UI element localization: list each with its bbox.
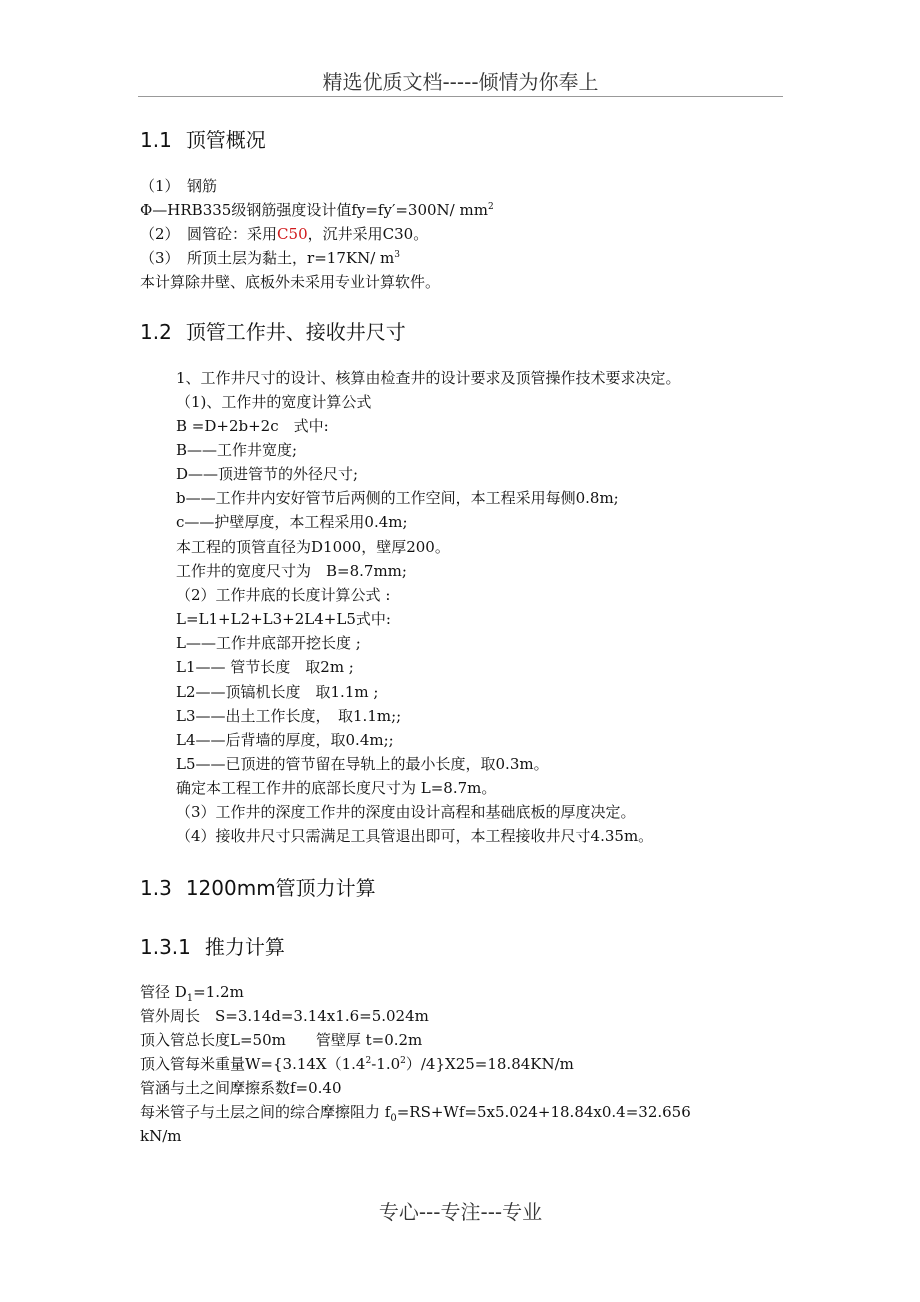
text-run: 顶入管每米重量W={3.14X（1.4 <box>140 1055 366 1073</box>
text-run: Φ—HRB335级钢筋强度设计值fy=fy′=300N/ mm <box>140 201 488 219</box>
superscript: 3 <box>394 250 400 260</box>
text-line: L3——出土工作长度， 取1.1m;; <box>176 707 402 725</box>
text-line: B =D+2b+2c 式中: <box>176 417 329 435</box>
section-title: 1200mm管顶力计算 <box>185 876 376 900</box>
text-line: （1） 钢筋 <box>140 177 218 195</box>
text-line: L1—— 管节长度 取2m ; <box>176 658 354 676</box>
section-number: 1.3.1 <box>140 935 191 959</box>
text-line: （1)、工作井的宽度计算公式 <box>176 393 372 411</box>
text-run: （3） 所顶土层为黏土，r=17KN/ m <box>140 249 395 267</box>
superscript: 2 <box>400 1056 406 1066</box>
text-line: 本工程的顶管直径为D1000，壁厚200。 <box>176 538 450 556</box>
section-number: 1.3 <box>140 876 172 900</box>
text-run: =RS+Wf=5x5.024+18.84x0.4=32.656 <box>396 1103 691 1121</box>
text-line: 本计算除井壁、底板外未采用专业计算软件。 <box>140 273 441 291</box>
section-heading-1-3 <box>140 872 376 901</box>
text-run: 每米管子与土层之间的综合摩擦阻力 f <box>140 1103 391 1121</box>
text-run: -1.0 <box>371 1055 401 1073</box>
text-line: 工作井的宽度尺寸为 B=8.7mm; <box>176 562 407 580</box>
text-line: 管外周长 S=3.14d=3.14x1.6=5.024m <box>140 1007 429 1025</box>
text-line: L4——后背墙的厚度，取0.4m;; <box>176 731 394 749</box>
text-line <box>140 1102 691 1122</box>
text-line: L5——已顶进的管节留在导轨上的最小长度，取0.3m。 <box>176 755 549 773</box>
section-heading-1-1 <box>140 124 266 153</box>
text-line: 顶入管总长度L=50m 管壁厚 t=0.2m <box>140 1031 423 1049</box>
text-line: kN/m <box>140 1127 182 1145</box>
text-run: 管径 D <box>140 983 187 1001</box>
text-line: D——顶进管节的外径尺寸; <box>176 465 359 483</box>
text-line: 确定本工程工作井的底部长度尺寸为 L=8.7m。 <box>176 779 497 797</box>
section-title: 推力计算 <box>204 935 285 959</box>
text-line <box>140 224 428 244</box>
section-heading-1-2 <box>140 316 406 345</box>
text-line: c——护壁厚度，本工程采用0.4m; <box>176 513 408 531</box>
section-title: 顶管工作井、接收井尺寸 <box>185 320 406 344</box>
text-line <box>140 982 244 1002</box>
text-line: L2——顶镐机长度 取1.1m ; <box>176 683 379 701</box>
highlighted-text: C50 <box>277 225 308 243</box>
section-number: 1.2 <box>140 320 172 344</box>
text-line: L——工作井底部开挖长度 ; <box>176 634 361 652</box>
section-heading-1-3-1 <box>140 931 285 960</box>
text-run: ）/4}X25=18.84KN/m <box>405 1055 574 1073</box>
text-run: =1.2m <box>193 983 244 1001</box>
text-line <box>140 1054 574 1074</box>
text-line <box>140 200 494 220</box>
text-line: （4）接收井尺寸只需满足工具管退出即可，本工程接收井尺寸4.35m。 <box>176 827 654 845</box>
header-divider <box>138 96 783 97</box>
text-line: （2）工作井底的长度计算公式 : <box>176 586 391 604</box>
text-line <box>140 248 400 268</box>
text-line: 1、工作井尺寸的设计、核算由检查井的设计要求及顶管操作技术要求决定。 <box>176 369 681 387</box>
text-line: （3）工作井的深度工作井的深度由设计高程和基础底板的厚度决定。 <box>176 803 636 821</box>
text-line: 管涵与土之间摩擦系数f=0.40 <box>140 1079 342 1097</box>
page-footer: 专心---专注---专业 <box>378 1200 543 1224</box>
text-line: b——工作井内安好管节后两侧的工作空间，本工程采用每侧0.8m; <box>176 489 619 507</box>
subscript: 1 <box>186 993 194 1004</box>
text-run: （2） 圆管砼：采用 <box>140 225 278 243</box>
section-number: 1.1 <box>140 128 172 152</box>
superscript: 2 <box>487 202 494 212</box>
page-header: 精选优质文档-----倾情为你奉上 <box>322 70 599 94</box>
text-line: L=L1+L2+L3+2L4+L5式中: <box>176 610 391 628</box>
section-title: 顶管概况 <box>185 128 266 152</box>
text-line: B——工作井宽度; <box>176 441 298 459</box>
subscript: 0 <box>390 1113 397 1124</box>
text-run: ，沉井采用C30。 <box>307 225 429 243</box>
superscript: 2 <box>365 1056 372 1066</box>
